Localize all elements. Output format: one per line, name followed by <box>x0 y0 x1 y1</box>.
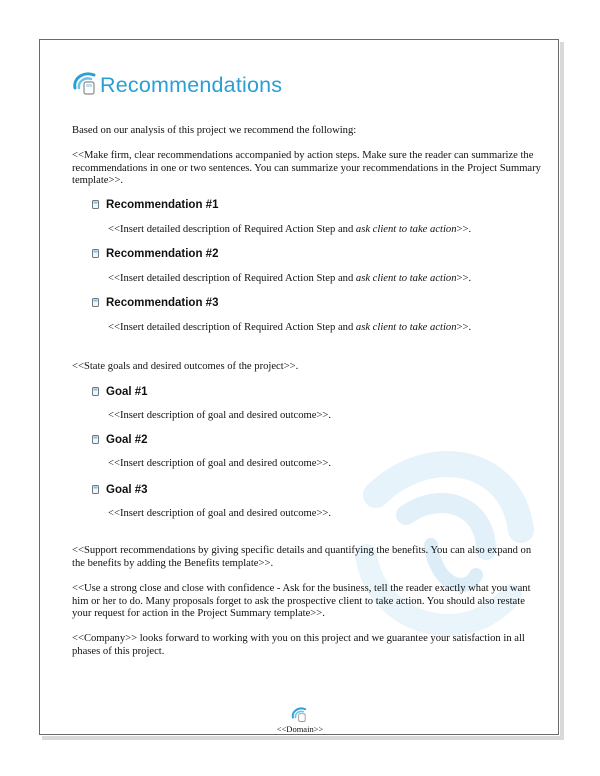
footer-domain: <<Domain>> <box>276 724 324 734</box>
recommendation-label: Recommendation #1 <box>106 199 219 211</box>
document-page <box>39 39 559 735</box>
recommendation-description <box>108 224 538 237</box>
recommendation-description <box>108 273 538 286</box>
bullet-icon <box>92 435 99 447</box>
page-title: Recommendations <box>100 73 283 97</box>
desc-italic: ask client to take action <box>355 322 457 333</box>
goal-label: Goal #1 <box>106 386 148 398</box>
desc-italic: ask client to take action <box>355 273 457 284</box>
desc-end: >>. <box>456 322 472 333</box>
goals-intro: <<State goals and desired outcomes of the project>>. <box>72 361 299 372</box>
close-note: <<Use a strong close and close with confidence - Ask for the business, tell the reader exactly what you want him or her to do. Many proposals forget to ask the prospective client to take action. You should also restate your request for action in the Project Summary template>>. <box>72 583 531 620</box>
desc-italic: ask client to take action <box>355 224 457 235</box>
intro-text: Based on our analysis of this project we recommend the following: <box>72 125 357 136</box>
page-shadow-right <box>560 42 564 738</box>
recommendation-heading <box>92 297 218 310</box>
goal-description: <<Insert description of goal and desired outcome>>. <box>108 508 332 519</box>
desc-end: >>. <box>456 273 472 284</box>
bullet-icon <box>92 485 99 497</box>
bullet-icon <box>92 298 99 310</box>
recommendation-description <box>108 322 538 335</box>
bullet-icon <box>92 200 99 212</box>
support-note: <<Support recommendations by giving specific details and quantifying the benefits. You can also expand on the benefits by adding the Benefits template>>. <box>72 545 532 569</box>
desc-end: >>. <box>456 224 472 235</box>
logo-icon <box>72 70 100 98</box>
bullet-icon <box>92 387 99 399</box>
goal-heading <box>92 434 148 447</box>
footer-logo-icon <box>291 706 309 724</box>
goal-heading <box>92 386 148 399</box>
recommendations-note: <<Make firm, clear recommendations accompanied by action steps. Make sure the reader can summarize the recommendations in one or two sentences. You can summarize your recommendations in the Project Summary template>>. <box>72 150 541 187</box>
recommendation-heading <box>92 248 218 261</box>
goal-label: Goal #2 <box>106 434 148 446</box>
page-shadow-bottom <box>42 736 564 740</box>
company-note: <<Company>> looks forward to working with you on this project and we guarantee your satisfaction in all phases of this project. <box>72 633 525 657</box>
recommendation-label: Recommendation #3 <box>106 297 219 309</box>
goal-heading <box>92 484 148 497</box>
goal-description: <<Insert description of goal and desired outcome>>. <box>108 458 332 469</box>
goal-description: <<Insert description of goal and desired outcome>>. <box>108 410 332 421</box>
recommendation-heading <box>92 199 218 212</box>
desc-start: <<Insert detailed description of Required Action Step and <box>108 224 356 235</box>
desc-start: <<Insert detailed description of Required Action Step and <box>108 322 356 333</box>
goal-label: Goal #3 <box>106 484 148 496</box>
desc-start: <<Insert detailed description of Required Action Step and <box>108 273 356 284</box>
recommendation-label: Recommendation #2 <box>106 248 219 260</box>
bullet-icon <box>92 249 99 261</box>
